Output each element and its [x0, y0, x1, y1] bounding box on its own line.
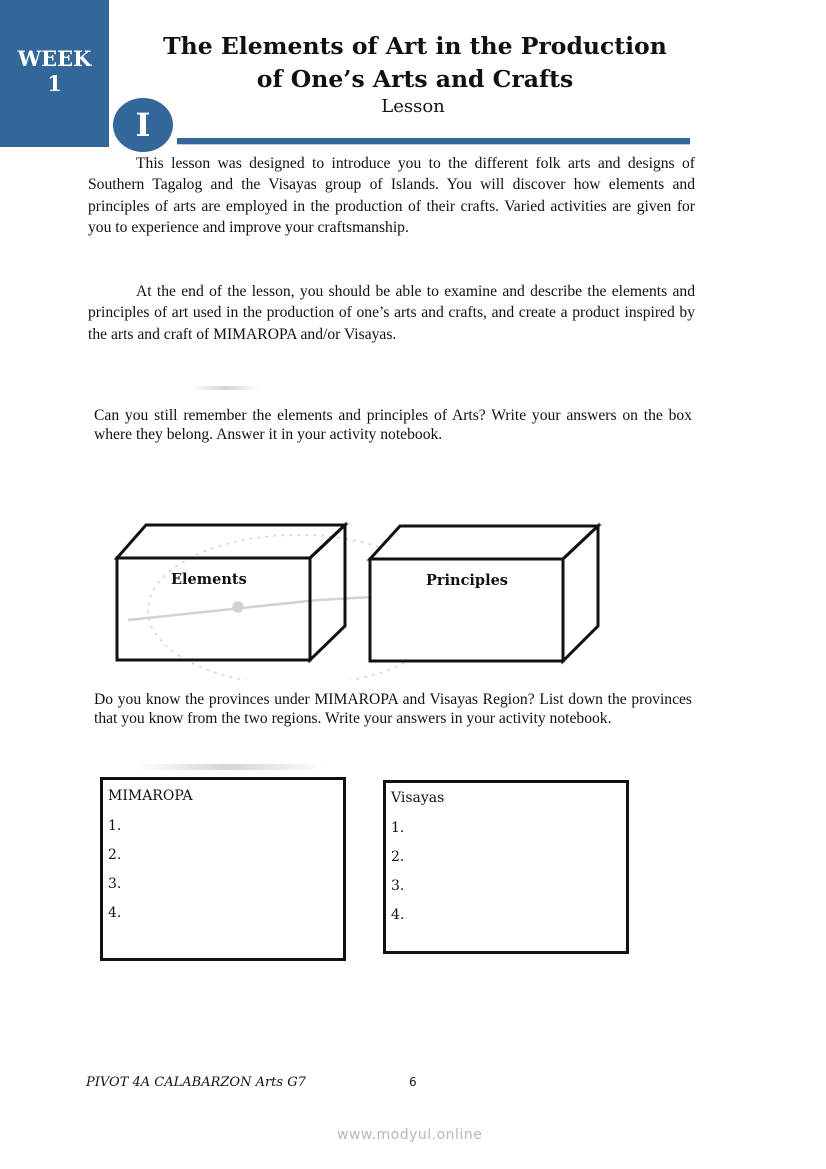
footer-title: PIVOT 4A CALABARZON Arts G7	[86, 1075, 306, 1090]
lesson-subtitle: Lesson	[381, 96, 445, 117]
site-watermark: www.modyul.online	[337, 1127, 483, 1143]
visayas-heading: Visayas	[391, 790, 445, 806]
principles-label: Principles	[426, 572, 508, 589]
page-number: 6	[409, 1075, 417, 1089]
week-label	[0, 46, 109, 96]
section-letter-badge: I	[113, 98, 173, 152]
activity2-instruction: Do you know the provinces under MIMAROPA and Visayas Region? List down the provinces that you know from the two regions. Write your answers in your activity notebook.	[94, 691, 692, 727]
mimaropa-item-1: 1.	[108, 818, 122, 834]
visayas-list-box	[383, 780, 629, 954]
page-title	[140, 30, 690, 96]
title-line-1: The Elements of Art in the Production	[163, 32, 667, 60]
mimaropa-heading: MIMAROPA	[108, 788, 193, 804]
week-word: WEEK	[17, 46, 92, 71]
visayas-item-1: 1.	[391, 820, 405, 836]
week-number: 1	[47, 71, 62, 96]
title-line-2: of One’s Arts and Crafts	[256, 65, 574, 93]
mimaropa-list-box	[100, 777, 346, 961]
principles-box	[364, 521, 604, 667]
header-divider	[177, 138, 690, 145]
mimaropa-item-3: 3.	[108, 876, 122, 892]
scan-smudge	[190, 386, 260, 390]
elements-box	[110, 520, 350, 666]
visayas-item-4: 4.	[391, 907, 405, 923]
visayas-item-3: 3.	[391, 878, 405, 894]
scan-smudge	[135, 764, 325, 770]
intro-paragraph-1: This lesson was designed to introduce you to the different folk arts and designs of Southern Tagalog and the Visayas group of Islands. You will discover how elements and principles of arts are employed in the production of their crafts. Varied activities are given for you to experience and improve your craftsmanship.	[88, 155, 695, 236]
mimaropa-item-2: 2.	[108, 847, 122, 863]
intro-paragraph-2: At the end of the lesson, you should be able to examine and describe the elements and principles of art used in the production of one’s arts and crafts, and create a product inspired by the arts and craft of MIMAROPA and/or Visayas.	[88, 283, 695, 343]
week-tab	[0, 0, 109, 147]
mimaropa-item-4: 4.	[108, 905, 122, 921]
activity1-instruction: Can you still remember the elements and principles of Arts? Write your answers on the box where they belong. Answer it in your activity notebook.	[94, 407, 692, 443]
visayas-item-2: 2.	[391, 849, 405, 865]
elements-label: Elements	[171, 571, 247, 588]
